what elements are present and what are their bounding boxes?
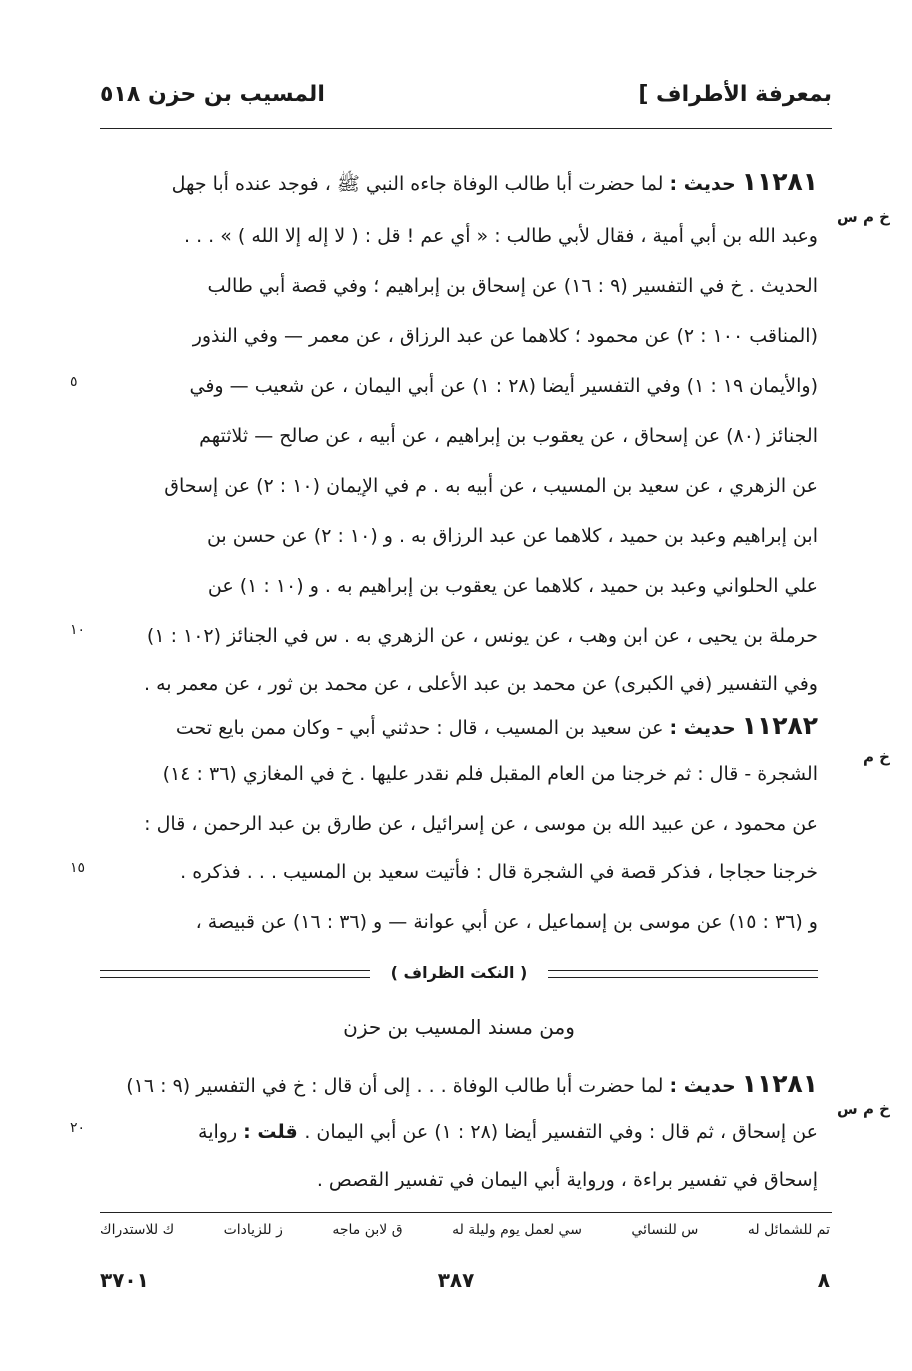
text-line: (المناقب ١٠٠ : ٢) عن محمود ؛ كلاهما عن عبد الرزاق ، عن معمر — وفي النذور — [192, 325, 818, 347]
entry-number: ٣٧٠١ — [100, 1268, 149, 1292]
section-separator — [100, 960, 818, 990]
text-line: ١١٢٨١ حديث : لما حضرت أبا طالب الوفاة . . . إلى أن قال : خ في التفسير (٩ : ١٦) — [126, 1069, 818, 1098]
abbreviation-key — [100, 1222, 830, 1246]
abbreviation: سي لعمل يوم وليلة له — [452, 1222, 582, 1238]
footnote-rule — [100, 1212, 832, 1213]
header-left: المسيب بن حزن ٥١٨ — [100, 82, 325, 107]
separator-rule — [548, 970, 818, 978]
hadith-keyword: حديث : — [669, 173, 736, 195]
margin-sigla: خ م س — [837, 208, 890, 226]
margin-sigla: خ م — [862, 748, 890, 766]
section-subtitle: ومن مسند المسيب بن حزن — [343, 1015, 575, 1039]
text-line: وفي التفسير (في الكبرى) عن محمد بن عبد الأعلى ، عن محمد بن ثور ، عن معمر به . — [144, 673, 818, 695]
hadith-keyword: حديث : — [669, 717, 736, 739]
line-number: ١٥ — [70, 860, 86, 876]
separator-rule — [100, 970, 370, 978]
abbreviation: ز للزيادات — [223, 1222, 283, 1238]
hadith-number: ١١٢٨١ — [741, 167, 818, 196]
header-right: بمعرفة الأطراف ] — [638, 82, 832, 107]
text-line: وعبد الله بن أبي أمية ، فقال لأبي طالب : « أي عم ! قل : ( لا إله إلا الله ) » . . . — [184, 225, 818, 247]
abbreviation: س للنسائي — [631, 1222, 699, 1238]
text-line: علي الحلواني وعبد بن حميد ، كلاهما عن يعقوب بن إبراهيم به . و (١٠ : ١) عن — [207, 575, 818, 597]
running-header — [100, 82, 832, 122]
text-line: ١١٢٨١ حديث : لما حضرت أبا طالب الوفاة جاءه النبي ﷺ ، فوجد عنده أبا جهل — [171, 167, 818, 196]
qultu-keyword: قلت : — [243, 1121, 305, 1143]
text-line: (والأيمان ١٩ : ١) وفي التفسير أيضا (٢٨ : ١) عن أبي اليمان ، عن شعيب — وفي — [189, 375, 818, 397]
text-line: ١١٢٨٢ حديث : عن سعيد بن المسيب ، قال : حدثني أبي - وكان ممن بايع تحت — [175, 711, 818, 740]
text-line: الجنائز (٨٠) عن إسحاق ، عن يعقوب بن إبراهيم ، عن أبيه ، عن صالح — ثلاثتهم — [199, 425, 818, 447]
line-number: ٢٠ — [70, 1120, 86, 1136]
margin-sigla: خ م س — [837, 1100, 890, 1118]
text-line: و (٣٦ : ١٥) عن موسى بن إسماعيل ، عن أبي عوانة — و (٣٦ : ١٦) عن قبيصة ، — [195, 911, 818, 933]
text-line: عن الزهري ، عن سعيد بن المسيب ، عن أبيه به . م في الإيمان (١٠ : ٢) عن إسحاق — [164, 475, 818, 497]
abbreviation: ق لابن ماجه — [332, 1222, 403, 1238]
hadith-keyword: حديث : — [669, 1075, 736, 1097]
text-line: حرملة بن يحيى ، عن ابن وهب ، عن يونس ، عن الزهري به . س في الجنائز (١٠٢ : ١) — [146, 625, 818, 647]
separator-ornament: ( النكت الظراف ) — [390, 963, 528, 982]
text-line: ابن إبراهيم وعبد بن حميد ، كلاهما عن عبد الرزاق به . و (١٠ : ٢) عن حسن بن — [206, 525, 818, 547]
line-number: ١٠ — [70, 622, 86, 638]
abbreviation: تم للشمائل له — [747, 1222, 830, 1238]
text-line: عن محمود ، عن عبيد الله بن موسى ، عن إسرائيل ، عن طارق بن عبد الرحمن ، قال : — [144, 813, 818, 835]
text-line: خرجنا حجاجا ، فذكر قصة في الشجرة قال : فأتيت سعيد بن المسيب . . . فذكره . — [180, 861, 818, 883]
page-number: ٣٨٧ — [437, 1268, 475, 1292]
hadith-number: ١١٢٨٢ — [741, 711, 818, 740]
text-line: عن إسحاق ، ثم قال : وفي التفسير أيضا (٢٨ : ١) عن أبي اليمان . قلت : رواية — [198, 1121, 818, 1143]
hadith-number: ١١٢٨١ — [741, 1069, 818, 1098]
text-line: الحديث . خ في التفسير (٩ : ١٦) عن إسحاق بن إبراهيم ؛ وفي قصة أبي طالب — [207, 275, 818, 297]
volume-number: ٨ — [817, 1268, 830, 1292]
line-number: ٥ — [70, 374, 78, 390]
text-line: إسحاق في تفسير براءة ، ورواية أبي اليمان في تفسير القصص . — [316, 1169, 818, 1191]
header-rule — [100, 128, 832, 129]
text-line: الشجرة - قال : ثم خرجنا من العام المقبل فلم نقدر عليها . خ في المغازي (٣٦ : ١٤) — [162, 763, 818, 785]
abbreviation: ك للاستدراك — [100, 1222, 175, 1238]
